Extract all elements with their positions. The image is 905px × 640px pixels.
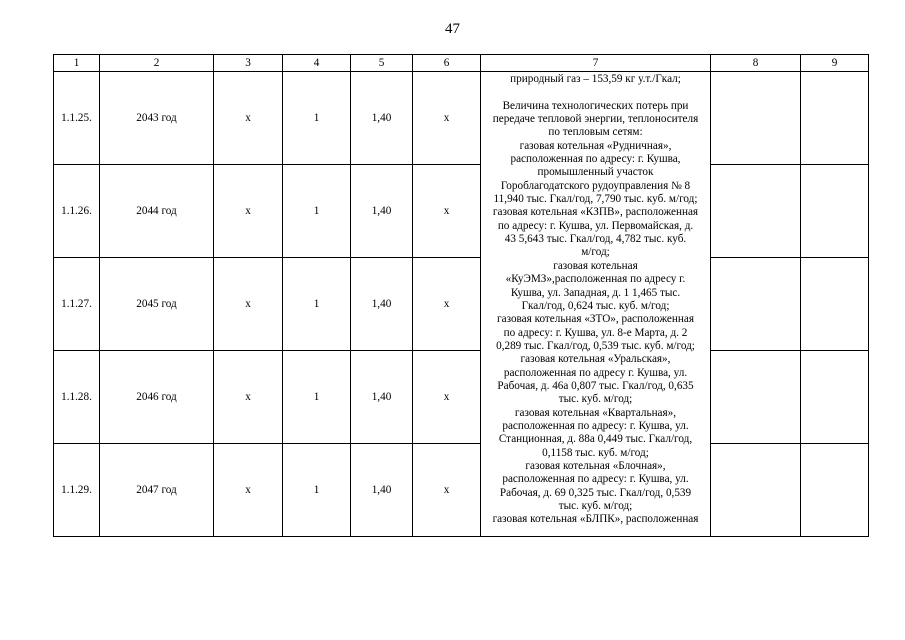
col9-cell <box>801 351 869 444</box>
data-table <box>53 54 869 537</box>
col5-cell: 1,40 <box>351 72 413 165</box>
description-line: «КуЭМЗ»,расположенная по адресу г. <box>505 273 686 286</box>
row-code-cell: 1.1.29. <box>54 444 100 537</box>
description-line: газовая котельная <box>553 259 638 272</box>
year-cell: 2046 год <box>100 351 214 444</box>
col4-cell: 1 <box>283 165 351 258</box>
description-line: Рабочая, д. 46а 0,807 тыс. Гкал/год, 0,635 <box>497 379 694 392</box>
col5-cell: 1,40 <box>351 444 413 537</box>
header-cell: 4 <box>283 55 351 72</box>
description-line: тыс. куб. м/год; <box>558 393 633 406</box>
table-row <box>54 165 869 258</box>
description-line: 0,1158 тыс. куб. м/год; <box>542 446 649 459</box>
header-row <box>54 55 869 72</box>
description-line: расположенная по адресу г. Кушва, ул. <box>503 366 688 379</box>
col9-cell <box>801 258 869 351</box>
col5-cell: 1,40 <box>351 165 413 258</box>
description-line: Величина технологических потерь при <box>502 99 689 112</box>
col8-cell <box>711 165 801 258</box>
year-cell: 2045 год <box>100 258 214 351</box>
header-cell: 3 <box>214 55 283 72</box>
header-cell: 7 <box>481 55 711 72</box>
col5-cell: 1,40 <box>351 351 413 444</box>
description-line: Гкал/год, 0,624 тыс. куб. м/год; <box>521 299 670 312</box>
col5-cell: 1,40 <box>351 258 413 351</box>
col6-cell: х <box>413 72 481 165</box>
description-line: по адресу: г. Кушва, ул. Первомайская, д. <box>497 219 694 232</box>
col6-cell: х <box>413 444 481 537</box>
table-row <box>54 258 869 351</box>
description-line: тыс. куб. м/год; <box>558 500 633 512</box>
col3-cell: х <box>214 165 283 258</box>
description-line: по адресу: г. Кушва, ул. 8-е Марта, д. 2 <box>503 326 688 339</box>
description-line <box>483 86 708 99</box>
description-line: 0,289 тыс. Гкал/год, 0,539 тыс. куб. м/год; <box>496 339 695 352</box>
col4-cell: 1 <box>283 444 351 537</box>
header-cell: 5 <box>351 55 413 72</box>
page-number: 47 <box>445 21 460 37</box>
col6-cell: х <box>413 351 481 444</box>
row-code-cell: 1.1.28. <box>54 351 100 444</box>
col3-cell: х <box>214 72 283 165</box>
col3-cell: х <box>214 258 283 351</box>
description-line: по тепловым сетям: <box>548 126 643 139</box>
description-line: газовая котельная «Уральская», <box>520 353 671 366</box>
description-line: м/год; <box>581 246 610 259</box>
header-cell: 6 <box>413 55 481 72</box>
header-cell: 1 <box>54 55 100 72</box>
col8-cell <box>711 444 801 537</box>
description-line: Рабочая, д. 69 0,325 тыс. Гкал/год, 0,539 <box>499 486 692 499</box>
col9-cell <box>801 165 869 258</box>
row-code-cell: 1.1.27. <box>54 258 100 351</box>
col9-cell <box>801 444 869 537</box>
table-row <box>54 72 869 165</box>
table-row <box>54 351 869 444</box>
description-line: 11,940 тыс. Гкал/год, 7,790 тыс. куб. м/год; <box>493 193 698 206</box>
description-line: газовая котельная «Рудничная», <box>519 139 672 152</box>
col4-cell: 1 <box>283 258 351 351</box>
description-line: газовая котельная «Блочная», <box>525 459 666 472</box>
col9-cell <box>801 72 869 165</box>
table-row <box>54 444 869 537</box>
description-line: газовая котельная «Квартальная», <box>514 406 677 419</box>
description-line: промышленный участок <box>537 166 654 179</box>
row-code-cell: 1.1.26. <box>54 165 100 258</box>
col4-cell: 1 <box>283 351 351 444</box>
description-line: Станционная, д. 88а 0,449 тыс. Гкал/год, <box>498 433 693 446</box>
description-line: 43 5,643 тыс. Гкал/год, 4,782 тыс. куб. <box>504 233 687 246</box>
description-line: газовая котельная «ЗТО», расположенная <box>497 313 694 326</box>
description-line: передаче тепловой энергии, теплоносителя <box>492 113 699 126</box>
header-cell: 9 <box>801 55 869 72</box>
description-text <box>483 73 708 536</box>
year-cell: 2044 год <box>100 165 214 258</box>
header-cell: 2 <box>100 55 214 72</box>
col3-cell: х <box>214 351 283 444</box>
col6-cell: х <box>413 258 481 351</box>
description-line: расположенная по адресу: г. Кушва, <box>510 153 681 166</box>
col8-cell <box>711 351 801 444</box>
description-line: Кушва, ул. Западная, д. 1 1,465 тыс. <box>510 286 681 299</box>
header-cell: 8 <box>711 55 801 72</box>
col4-cell: 1 <box>283 72 351 165</box>
year-cell: 2047 год <box>100 444 214 537</box>
description-line: газовая котельная «БЛПК», расположенная <box>492 513 699 526</box>
description-line: Гороблагодатского рудоуправления № 8 <box>500 179 691 192</box>
description-line: природный газ – 153,59 кг у.т./Гкал; <box>510 73 681 85</box>
description-line: расположенная по адресу: г. Кушва, ул. <box>502 419 689 432</box>
year-cell: 2043 год <box>100 72 214 165</box>
description-line: газовая котельная «КЗПВ», расположенная <box>492 206 699 219</box>
description-cell <box>481 72 711 537</box>
col3-cell: х <box>214 444 283 537</box>
col6-cell: х <box>413 165 481 258</box>
row-code-cell: 1.1.25. <box>54 72 100 165</box>
description-line: расположенная по адресу: г. Кушва, ул. <box>502 473 689 486</box>
col8-cell <box>711 258 801 351</box>
col8-cell <box>711 72 801 165</box>
